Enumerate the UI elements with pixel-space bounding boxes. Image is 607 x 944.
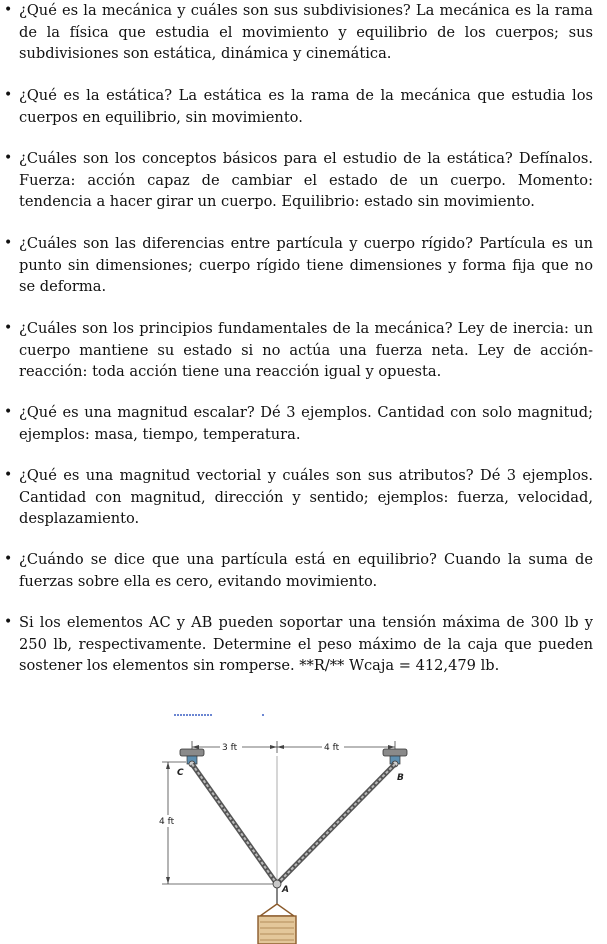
label-c: C [177,768,184,778]
bullet-icon: • [4,551,13,567]
label-a: A [282,885,289,895]
label-b: B [397,773,404,783]
bullet-icon: • [4,467,13,483]
cable-ac [192,764,277,884]
item-text: ¿Cuándo se dice que una partícula está en equilibrio? Cuando la suma de fuerzas sobre ella es cero, evitando movimiento. [19,551,593,590]
dim-label-left: 3 ft [222,743,238,753]
bullet-icon: • [4,150,13,166]
bullet-icon: • [4,87,13,103]
cable-ab [277,764,395,884]
item-text: ¿Cuáles son los conceptos básicos para el estudio de la estática? Defínalos. Fuerza: acción capaz de cambiar el estado de un cuerpo. Momento: tendencia a hacer girar un cuerpo. Equilibrio: estado sin movimiento. [19,150,593,210]
bullet-icon: • [4,2,13,18]
crate-sling [260,904,294,916]
item-text: ¿Qué es la estática? La estática es la rama de la mecánica que estudia los cuerpos en equilibrio, sin movimiento. [19,87,593,126]
item-text: ¿Qué es una magnitud vectorial y cuáles son sus atributos? Dé 3 ejemplos. Cantidad con magnitud, dirección y sentido; ejemplos: fuerza, velocidad, desplazamiento. [19,467,593,527]
crate [258,916,296,944]
bullet-icon: • [4,614,13,630]
item-text: ¿Cuáles son los principios fundamentales de la mecánica? Ley de inercia: un cuerpo mantiene su estado si no actúa una fuerza neta. Ley de acción-reacción: toda acción tiene una reacción igual y opuesta. [19,320,593,380]
bullet-icon: • [4,404,13,420]
dim-label-vertical: 4 ft [159,817,175,827]
dim-label-right: 4 ft [324,743,340,753]
joint-a [273,880,281,888]
bullet-icon: • [4,235,13,251]
item-text: ¿Qué es una magnitud escalar? Dé 3 ejemplos. Cantidad con solo magnitud; ejemplos: masa, tiempo, temperatura. [19,404,593,443]
truss-diagram [150,712,450,944]
item-text: Si los elementos AC y AB pueden soportar una tensión máxima de 300 lb y 250 lb, respectivamente. Determine el peso máximo de la caja que pueden sostener los elementos sin romperse. **R/** Wcaja = 412,479 lb. [19,614,593,674]
bullet-icon: • [4,320,13,336]
item-text: ¿Cuáles son las diferencias entre partícula y cuerpo rígido? Partícula es un punto sin dimensiones; cuerpo rígido tiene dimensiones y forma fija que no se deforma. [19,235,593,295]
item-text: ¿Qué es la mecánica y cuáles son sus subdivisiones? La mecánica es la rama de la física que estudia el movimiento y equilibrio de los cuerpos; sus subdivisiones son estática, dinámica y cinemática. [19,2,593,62]
